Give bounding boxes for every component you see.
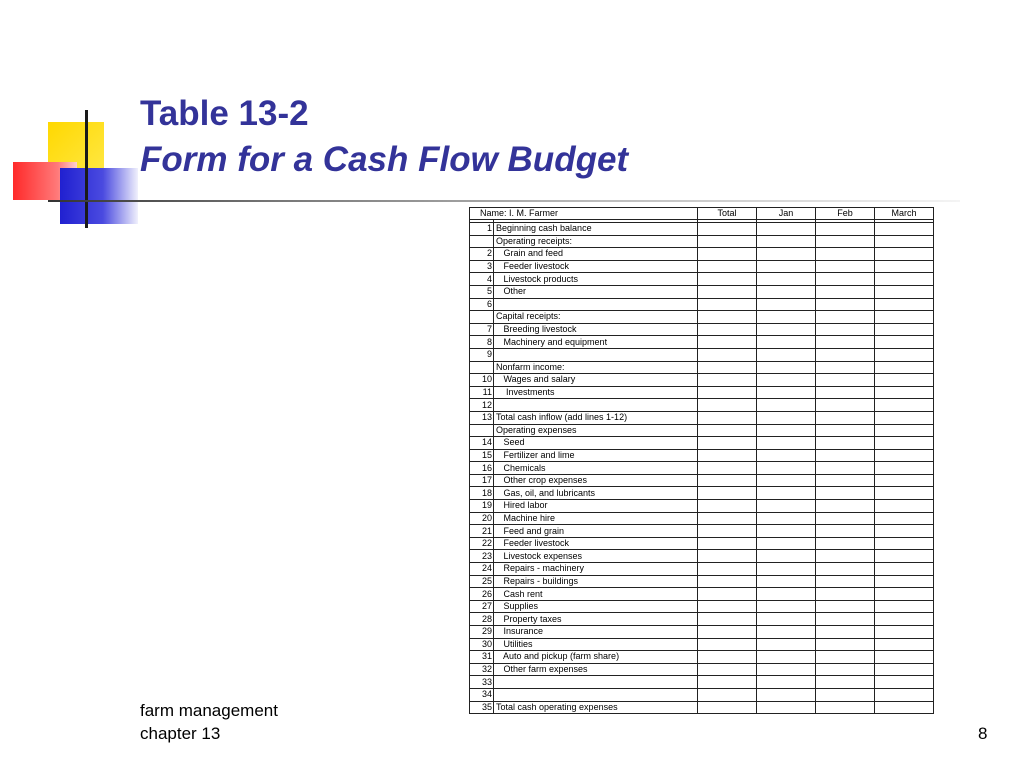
cell-feb	[816, 688, 875, 701]
cell-total	[698, 399, 757, 412]
cell-march	[875, 437, 934, 450]
row-line-number	[470, 311, 494, 324]
cell-total	[698, 411, 757, 424]
table-row	[470, 600, 934, 613]
cell-jan	[757, 474, 816, 487]
row-label: Feeder livestock	[494, 537, 698, 550]
cell-jan	[757, 449, 816, 462]
row-line-number: 18	[470, 487, 494, 500]
row-line-number: 11	[470, 386, 494, 399]
cell-march	[875, 550, 934, 563]
cell-total	[698, 311, 757, 324]
row-line-number: 32	[470, 663, 494, 676]
cell-jan	[757, 588, 816, 601]
cell-feb	[816, 701, 875, 714]
cell-jan	[757, 500, 816, 513]
cell-total	[698, 235, 757, 248]
cell-jan	[757, 323, 816, 336]
cell-march	[875, 348, 934, 361]
table-row	[470, 361, 934, 374]
cell-jan	[757, 248, 816, 261]
cell-march	[875, 701, 934, 714]
cell-march	[875, 223, 934, 236]
cell-march	[875, 386, 934, 399]
cell-jan	[757, 311, 816, 324]
cell-march	[875, 248, 934, 261]
cell-feb	[816, 449, 875, 462]
cell-march	[875, 260, 934, 273]
cell-march	[875, 563, 934, 576]
row-line-number: 13	[470, 411, 494, 424]
table-header-feb: Feb	[816, 208, 875, 220]
row-line-number: 15	[470, 449, 494, 462]
table-row	[470, 411, 934, 424]
cell-march	[875, 361, 934, 374]
cell-jan	[757, 638, 816, 651]
table-row	[470, 273, 934, 286]
cell-feb	[816, 575, 875, 588]
cell-jan	[757, 386, 816, 399]
row-label: Nonfarm income:	[494, 361, 698, 374]
cell-total	[698, 285, 757, 298]
cell-march	[875, 663, 934, 676]
cell-feb	[816, 663, 875, 676]
table-header-name: Name: I. M. Farmer	[470, 208, 698, 220]
table-row	[470, 512, 934, 525]
cell-jan	[757, 336, 816, 349]
cell-feb	[816, 525, 875, 538]
cell-feb	[816, 500, 875, 513]
cell-feb	[816, 588, 875, 601]
cell-feb	[816, 361, 875, 374]
row-line-number: 27	[470, 600, 494, 613]
cell-march	[875, 449, 934, 462]
cell-feb	[816, 235, 875, 248]
cell-total	[698, 474, 757, 487]
table-row	[470, 701, 934, 714]
row-label: Fertilizer and lime	[494, 449, 698, 462]
table-row	[470, 235, 934, 248]
cell-jan	[757, 626, 816, 639]
row-label: Chemicals	[494, 462, 698, 475]
cell-march	[875, 688, 934, 701]
table-row	[470, 525, 934, 538]
row-label: Utilities	[494, 638, 698, 651]
row-label	[494, 298, 698, 311]
cell-total	[698, 500, 757, 513]
row-label: Other farm expenses	[494, 663, 698, 676]
table-row	[470, 474, 934, 487]
cell-jan	[757, 701, 816, 714]
cell-jan	[757, 399, 816, 412]
cell-jan	[757, 613, 816, 626]
row-label: Machinery and equipment	[494, 336, 698, 349]
table-row	[470, 223, 934, 236]
row-line-number: 34	[470, 688, 494, 701]
row-line-number: 29	[470, 626, 494, 639]
row-line-number: 14	[470, 437, 494, 450]
table-row	[470, 311, 934, 324]
cell-feb	[816, 424, 875, 437]
row-label	[494, 676, 698, 689]
cell-feb	[816, 613, 875, 626]
row-line-number: 17	[470, 474, 494, 487]
table-row	[470, 626, 934, 639]
cell-feb	[816, 386, 875, 399]
cell-feb	[816, 626, 875, 639]
cell-feb	[816, 223, 875, 236]
cell-total	[698, 437, 757, 450]
table-row	[470, 487, 934, 500]
row-line-number: 2	[470, 248, 494, 261]
cell-march	[875, 626, 934, 639]
slide-page-number: 8	[978, 724, 988, 743]
table-row	[470, 688, 934, 701]
cell-total	[698, 613, 757, 626]
cell-total	[698, 248, 757, 261]
table-row	[470, 298, 934, 311]
cell-total	[698, 348, 757, 361]
table-row	[470, 348, 934, 361]
footer-course-name: farm management	[140, 701, 278, 720]
cell-jan	[757, 487, 816, 500]
cell-feb	[816, 487, 875, 500]
row-line-number: 3	[470, 260, 494, 273]
row-label: Grain and feed	[494, 248, 698, 261]
cell-march	[875, 311, 934, 324]
row-line-number: 21	[470, 525, 494, 538]
row-line-number: 6	[470, 298, 494, 311]
cell-feb	[816, 298, 875, 311]
row-label: Insurance	[494, 626, 698, 639]
table-row	[470, 663, 934, 676]
cell-march	[875, 537, 934, 550]
row-label: Other crop expenses	[494, 474, 698, 487]
cell-march	[875, 651, 934, 664]
cell-total	[698, 386, 757, 399]
cell-march	[875, 424, 934, 437]
cell-feb	[816, 348, 875, 361]
cell-jan	[757, 462, 816, 475]
cell-feb	[816, 374, 875, 387]
row-label: Other	[494, 285, 698, 298]
row-label: Breeding livestock	[494, 323, 698, 336]
row-line-number: 7	[470, 323, 494, 336]
row-label: Repairs - buildings	[494, 575, 698, 588]
cell-total	[698, 676, 757, 689]
cell-march	[875, 399, 934, 412]
cell-jan	[757, 411, 816, 424]
cell-feb	[816, 550, 875, 563]
cell-march	[875, 487, 934, 500]
cell-total	[698, 323, 757, 336]
cell-feb	[816, 638, 875, 651]
row-label: Seed	[494, 437, 698, 450]
table-header-jan: Jan	[757, 208, 816, 220]
cell-total	[698, 298, 757, 311]
row-line-number: 1	[470, 223, 494, 236]
cell-jan	[757, 688, 816, 701]
cell-jan	[757, 575, 816, 588]
table-header-march: March	[875, 208, 934, 220]
cell-feb	[816, 260, 875, 273]
cell-feb	[816, 311, 875, 324]
row-label	[494, 399, 698, 412]
cell-jan	[757, 563, 816, 576]
cell-total	[698, 550, 757, 563]
row-line-number: 24	[470, 563, 494, 576]
row-label: Auto and pickup (farm share)	[494, 651, 698, 664]
cell-feb	[816, 537, 875, 550]
cell-march	[875, 235, 934, 248]
table-row	[470, 374, 934, 387]
cell-march	[875, 600, 934, 613]
row-line-number: 9	[470, 348, 494, 361]
cell-total	[698, 588, 757, 601]
row-line-number: 5	[470, 285, 494, 298]
decor-vertical-line	[85, 110, 88, 228]
table-header-row	[470, 208, 934, 220]
row-line-number: 28	[470, 613, 494, 626]
table-row	[470, 323, 934, 336]
cell-jan	[757, 361, 816, 374]
row-label: Total cash inflow (add lines 1-12)	[494, 411, 698, 424]
cell-jan	[757, 298, 816, 311]
cell-feb	[816, 462, 875, 475]
cell-feb	[816, 399, 875, 412]
footer-chapter: chapter 13	[140, 724, 221, 743]
table-row	[470, 651, 934, 664]
row-line-number: 30	[470, 638, 494, 651]
row-line-number: 20	[470, 512, 494, 525]
cell-jan	[757, 537, 816, 550]
cell-jan	[757, 600, 816, 613]
row-line-number	[470, 361, 494, 374]
row-label: Supplies	[494, 600, 698, 613]
table-row	[470, 500, 934, 513]
row-line-number	[470, 424, 494, 437]
cell-total	[698, 563, 757, 576]
row-line-number: 16	[470, 462, 494, 475]
cell-jan	[757, 260, 816, 273]
cell-jan	[757, 285, 816, 298]
cell-feb	[816, 336, 875, 349]
cell-feb	[816, 248, 875, 261]
row-label: Gas, oil, and lubricants	[494, 487, 698, 500]
slide-title-line-1: Table 13-2	[140, 94, 309, 133]
cell-feb	[816, 600, 875, 613]
row-label: Hired labor	[494, 500, 698, 513]
table-row	[470, 588, 934, 601]
row-label: Feeder livestock	[494, 260, 698, 273]
cell-jan	[757, 424, 816, 437]
row-line-number: 19	[470, 500, 494, 513]
table-row	[470, 537, 934, 550]
cell-total	[698, 663, 757, 676]
cell-march	[875, 500, 934, 513]
row-line-number: 33	[470, 676, 494, 689]
cell-total	[698, 462, 757, 475]
cell-jan	[757, 374, 816, 387]
cell-total	[698, 424, 757, 437]
cell-jan	[757, 235, 816, 248]
cell-feb	[816, 323, 875, 336]
table-row	[470, 676, 934, 689]
cell-feb	[816, 285, 875, 298]
table-row	[470, 336, 934, 349]
table-row	[470, 260, 934, 273]
cell-jan	[757, 550, 816, 563]
row-line-number: 12	[470, 399, 494, 412]
cell-march	[875, 273, 934, 286]
cell-march	[875, 411, 934, 424]
cell-march	[875, 336, 934, 349]
decor-horizontal-rule	[48, 200, 960, 202]
row-label: Livestock expenses	[494, 550, 698, 563]
row-label: Wages and salary	[494, 374, 698, 387]
cell-total	[698, 223, 757, 236]
decor-blue-square	[60, 168, 138, 224]
row-label: Operating receipts:	[494, 235, 698, 248]
cell-feb	[816, 676, 875, 689]
row-label	[494, 348, 698, 361]
table-row	[470, 248, 934, 261]
cell-feb	[816, 563, 875, 576]
row-line-number: 35	[470, 701, 494, 714]
cell-jan	[757, 273, 816, 286]
cell-march	[875, 525, 934, 538]
table-row	[470, 563, 934, 576]
cell-total	[698, 537, 757, 550]
row-label: Cash rent	[494, 588, 698, 601]
cell-march	[875, 323, 934, 336]
cell-jan	[757, 676, 816, 689]
cell-jan	[757, 651, 816, 664]
cell-march	[875, 676, 934, 689]
cell-total	[698, 336, 757, 349]
table-row	[470, 449, 934, 462]
row-line-number: 4	[470, 273, 494, 286]
table-row	[470, 285, 934, 298]
cell-total	[698, 638, 757, 651]
row-label: Investments	[494, 386, 698, 399]
cell-jan	[757, 525, 816, 538]
cell-total	[698, 600, 757, 613]
row-line-number: 10	[470, 374, 494, 387]
row-line-number: 26	[470, 588, 494, 601]
table-row	[470, 575, 934, 588]
row-label	[494, 688, 698, 701]
row-label: Feed and grain	[494, 525, 698, 538]
cell-jan	[757, 437, 816, 450]
table-row	[470, 462, 934, 475]
cell-jan	[757, 348, 816, 361]
cell-march	[875, 613, 934, 626]
cell-march	[875, 285, 934, 298]
row-label: Operating expenses	[494, 424, 698, 437]
cell-total	[698, 512, 757, 525]
table-row	[470, 437, 934, 450]
table-header-total: Total	[698, 208, 757, 220]
table-row	[470, 613, 934, 626]
cell-total	[698, 260, 757, 273]
cell-total	[698, 273, 757, 286]
row-line-number: 23	[470, 550, 494, 563]
table-row	[470, 399, 934, 412]
row-label: Machine hire	[494, 512, 698, 525]
row-line-number: 31	[470, 651, 494, 664]
cell-feb	[816, 437, 875, 450]
cell-feb	[816, 512, 875, 525]
row-line-number: 22	[470, 537, 494, 550]
cell-total	[698, 701, 757, 714]
table-row	[470, 638, 934, 651]
cell-march	[875, 374, 934, 387]
cell-total	[698, 449, 757, 462]
cell-total	[698, 688, 757, 701]
cell-march	[875, 462, 934, 475]
table-row	[470, 550, 934, 563]
table-row	[470, 424, 934, 437]
cell-march	[875, 588, 934, 601]
row-label: Total cash operating expenses	[494, 701, 698, 714]
cell-total	[698, 626, 757, 639]
cell-total	[698, 525, 757, 538]
cell-feb	[816, 651, 875, 664]
row-label: Repairs - machinery	[494, 563, 698, 576]
table-body	[470, 223, 934, 714]
cell-march	[875, 512, 934, 525]
row-label: Property taxes	[494, 613, 698, 626]
cell-total	[698, 374, 757, 387]
row-label: Livestock products	[494, 273, 698, 286]
cell-feb	[816, 273, 875, 286]
cell-march	[875, 298, 934, 311]
cell-jan	[757, 223, 816, 236]
cell-jan	[757, 512, 816, 525]
cell-march	[875, 638, 934, 651]
row-line-number	[470, 235, 494, 248]
row-line-number: 8	[470, 336, 494, 349]
cell-total	[698, 487, 757, 500]
cell-feb	[816, 411, 875, 424]
cell-total	[698, 361, 757, 374]
row-line-number: 25	[470, 575, 494, 588]
cell-total	[698, 575, 757, 588]
cell-feb	[816, 474, 875, 487]
cell-march	[875, 474, 934, 487]
table-row	[470, 386, 934, 399]
cell-jan	[757, 663, 816, 676]
cell-total	[698, 651, 757, 664]
row-label: Capital receipts:	[494, 311, 698, 324]
row-label: Beginning cash balance	[494, 223, 698, 236]
cell-march	[875, 575, 934, 588]
cash-flow-budget-table	[469, 207, 934, 714]
slide-title-line-2: Form for a Cash Flow Budget	[140, 140, 629, 179]
